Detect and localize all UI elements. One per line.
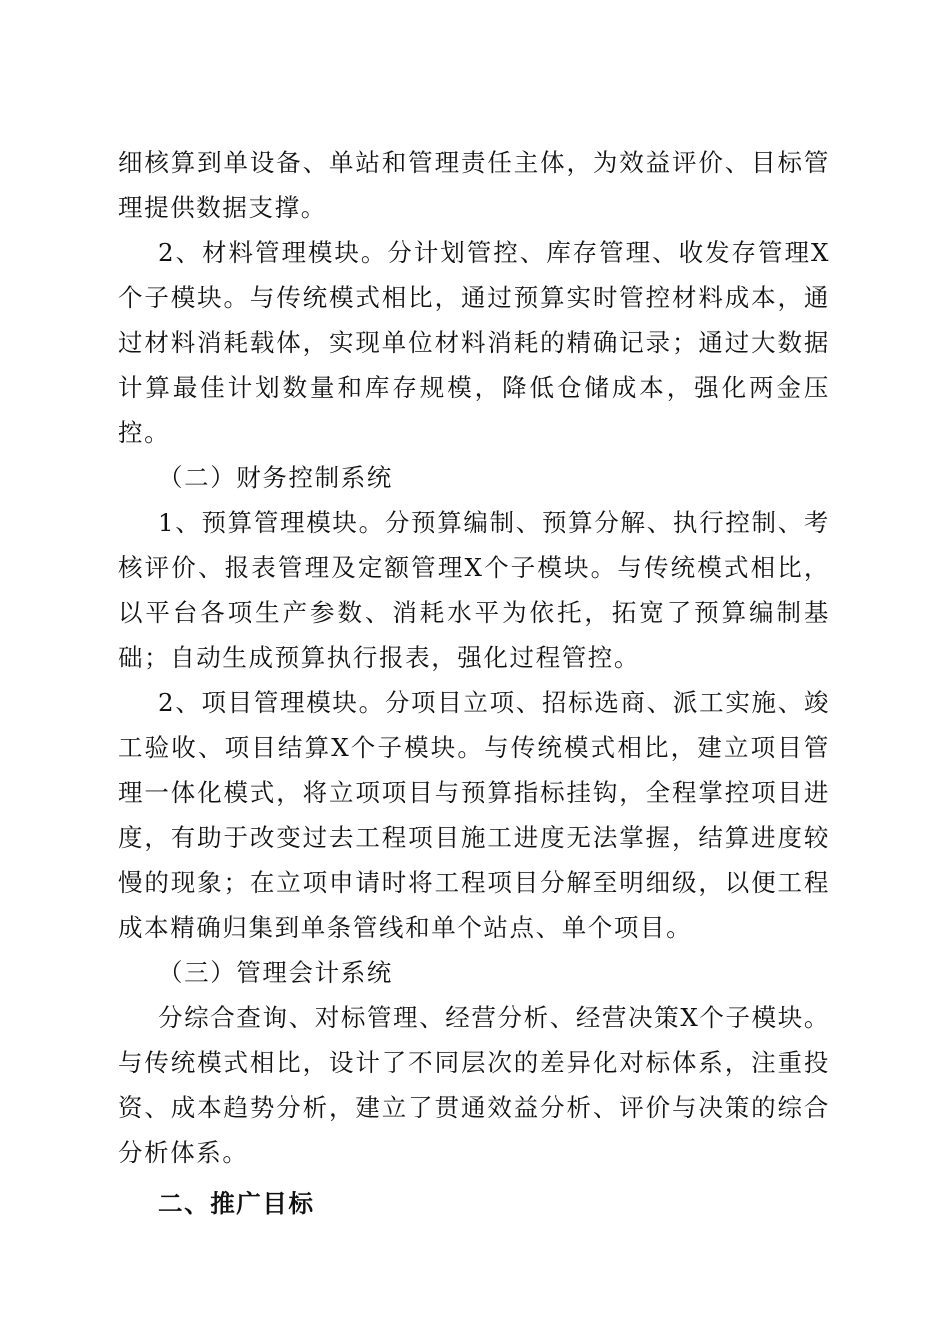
subheading-management-accounting: （三）管理会计系统	[158, 958, 393, 987]
paragraph-cost-accounting-continued: 细核算到单设备、单站和管理责任主体，为效益评价、目标管理提供数据支撑。	[118, 148, 830, 222]
subheading-financial-control: （二）财务控制系统	[158, 463, 393, 492]
section-heading-promotion-goals: 二、推广目标	[158, 1189, 315, 1218]
paragraph-management-accounting: 分综合查询、对标管理、经营分析、经营决策X个子模块。与传统模式相比，设计了不同层次的差异化对标体系，注重投资、成本趋势分析，建立了贯通效益分析、评价与决策的综合分析体系。	[118, 1003, 830, 1167]
paragraph-project-management: 2、项目管理模块。分项目立项、招标选商、派工实施、竣工验收、项目结算X个子模块。与传统模式相比，建立项目管理一体化模式，将立项项目与预算指标挂钩，全程掌控项目进度，有助于改变过去工程项目施工进度无法掌握，结算进度较慢的现象；在立项申请时将工程项目分解至明细级，以便工程成本精确归集到单条管线和单个站点、单个项目。	[118, 688, 830, 942]
document-body	[118, 140, 830, 1226]
paragraph-budget-management: 1、预算管理模块。分预算编制、预算分解、执行控制、考核评价、报表管理及定额管理X个子模块。与传统模式相比，以平台各项生产参数、消耗水平为依托，拓宽了预算编制基础；自动生成预算执行报表，强化过程管控。	[118, 508, 830, 672]
paragraph-material-management: 2、材料管理模块。分计划管控、库存管理、收发存管理X个子模块。与传统模式相比，通过预算实时管控材料成本，通过材料消耗载体，实现单位材料消耗的精确记录；通过大数据计算最佳计划数量和库存规模，降低仓储成本，强化两金压控。	[118, 238, 830, 447]
